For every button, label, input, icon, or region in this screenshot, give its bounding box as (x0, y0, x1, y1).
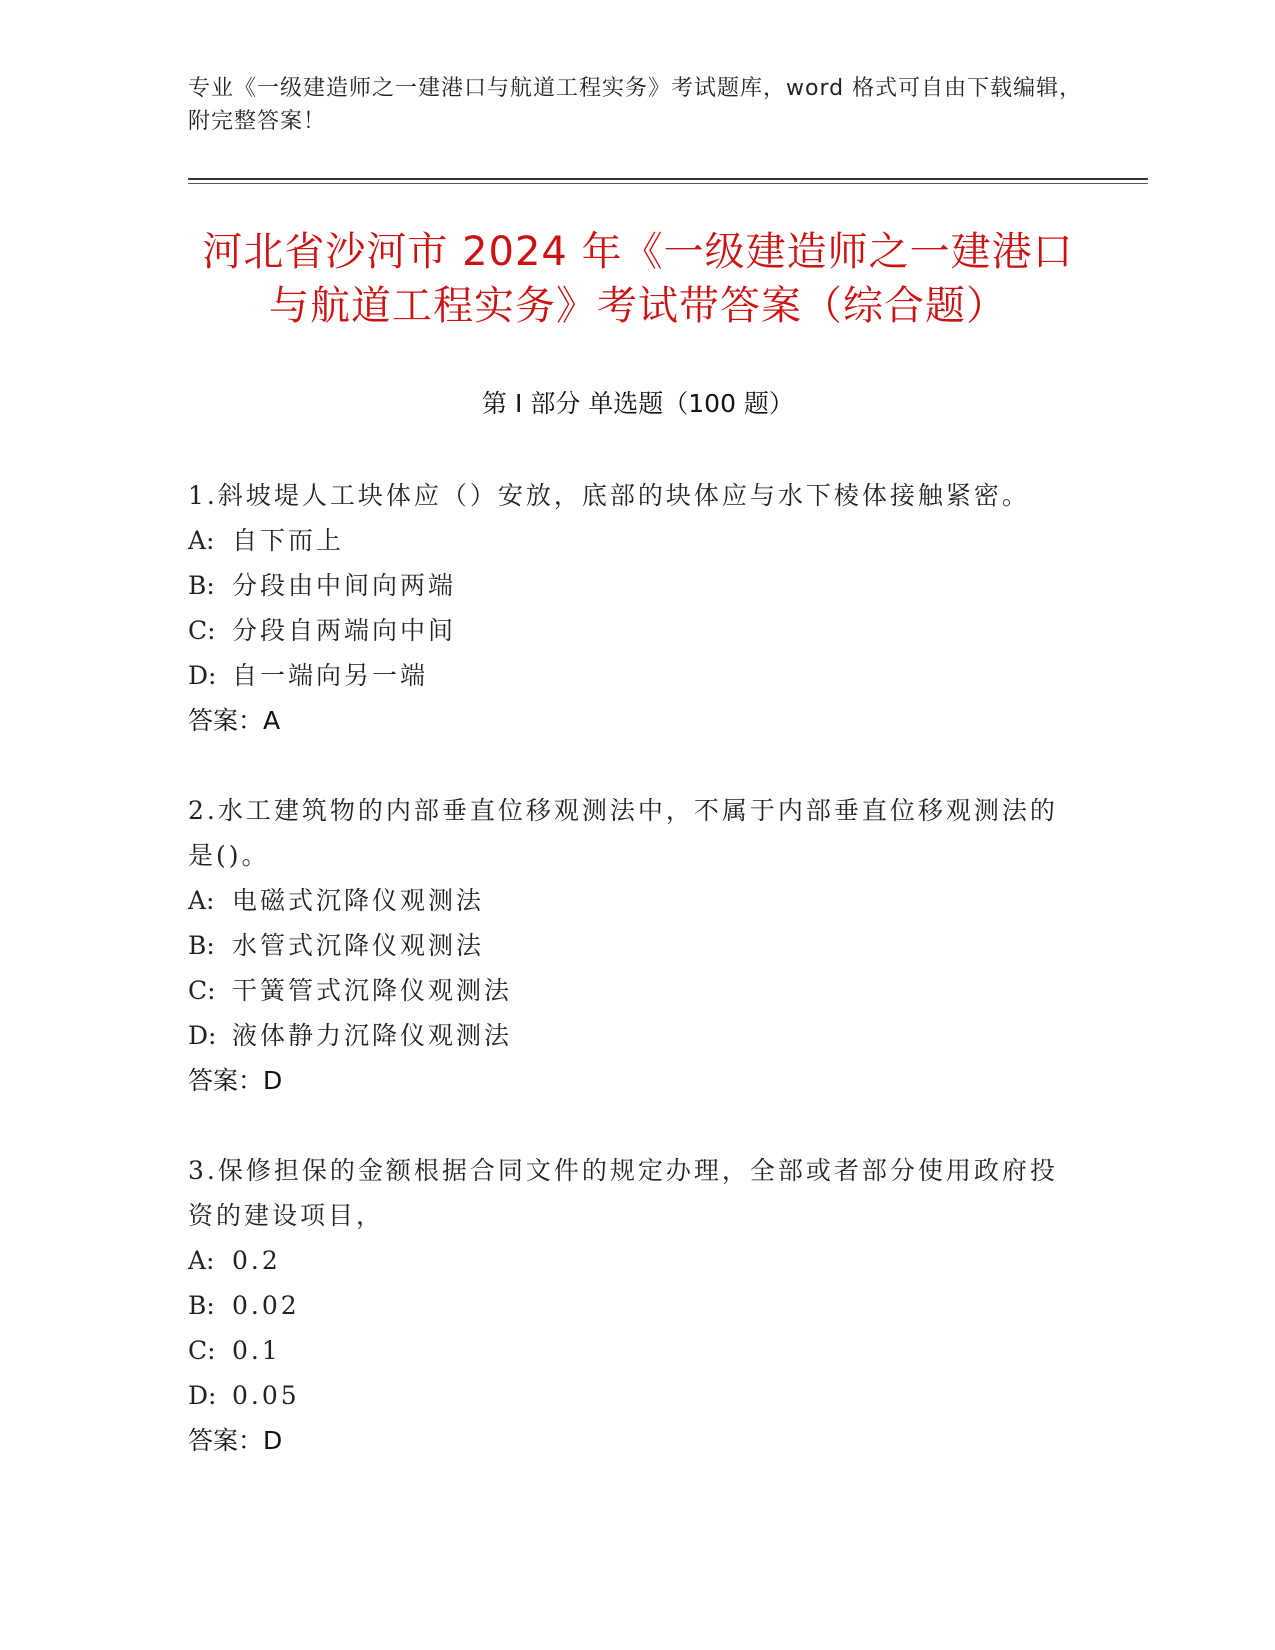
option-d (188, 1373, 1068, 1418)
question-list (188, 473, 1068, 1508)
option-text: 0.2 (232, 1246, 281, 1275)
option-text: 分段自两端向中间 (232, 616, 457, 645)
option-label: C: (188, 616, 216, 645)
option-c (188, 608, 1068, 653)
header-rule-thin (188, 183, 1148, 184)
header-rule-thick (188, 178, 1148, 180)
question-stem: 1.斜坡堤人工块体应（）安放，底部的块体应与水下棱体接触紧密。 (188, 481, 1030, 510)
option-label: B: (188, 1291, 215, 1320)
question-2 (188, 788, 1068, 1104)
question-stem: 3.保修担保的金额根据合同文件的规定办理，全部或者部分使用政府投资的建设项目， (188, 1156, 1058, 1230)
option-label: D: (188, 661, 217, 690)
option-label: B: (188, 571, 215, 600)
question-stem: 2.水工建筑物的内部垂直位移观测法中，不属于内部垂直位移观测法的是()。 (188, 796, 1058, 870)
option-text: 0.05 (232, 1381, 300, 1410)
section-heading: 第 I 部分 单选题（100 题） (482, 389, 794, 418)
option-c (188, 968, 1068, 1013)
option-label: B: (188, 931, 215, 960)
option-d (188, 1013, 1068, 1058)
option-a (188, 878, 1068, 923)
option-text: 水管式沉降仪观测法 (232, 931, 485, 960)
option-text: 液体静力沉降仪观测法 (232, 1021, 513, 1050)
option-text: 0.02 (232, 1291, 300, 1320)
option-label: D: (188, 1021, 217, 1050)
option-b (188, 923, 1068, 968)
option-label: D: (188, 1381, 217, 1410)
option-text: 自一端向另一端 (232, 661, 429, 690)
document-title: 河北省沙河市 2024 年《一级建造师之一建港口与航道工程实务》考试带答案（综合题） (202, 229, 1074, 329)
option-text: 0.1 (232, 1336, 281, 1365)
option-text: 分段由中间向两端 (232, 571, 457, 600)
answer-line: 答案：D (188, 1426, 283, 1455)
option-label: A: (188, 886, 215, 915)
option-text: 干簧管式沉降仪观测法 (232, 976, 513, 1005)
option-a (188, 518, 1068, 563)
question-1 (188, 473, 1068, 744)
answer-line: 答案：A (188, 706, 281, 735)
answer-line: 答案：D (188, 1066, 283, 1095)
option-c (188, 1328, 1068, 1373)
option-b (188, 1283, 1068, 1328)
option-b (188, 563, 1068, 608)
option-label: C: (188, 1336, 216, 1365)
option-text: 自下而上 (232, 526, 345, 555)
option-text: 电磁式沉降仪观测法 (232, 886, 485, 915)
header-note: 专业《一级建造师之一建港口与航道工程实务》考试题库，word 格式可自由下载编辑，附完整答案！ (188, 76, 1083, 134)
option-a (188, 1238, 1068, 1283)
option-label: C: (188, 976, 216, 1005)
option-label: A: (188, 1246, 215, 1275)
option-label: A: (188, 526, 215, 555)
option-d (188, 653, 1068, 698)
question-3 (188, 1148, 1068, 1464)
